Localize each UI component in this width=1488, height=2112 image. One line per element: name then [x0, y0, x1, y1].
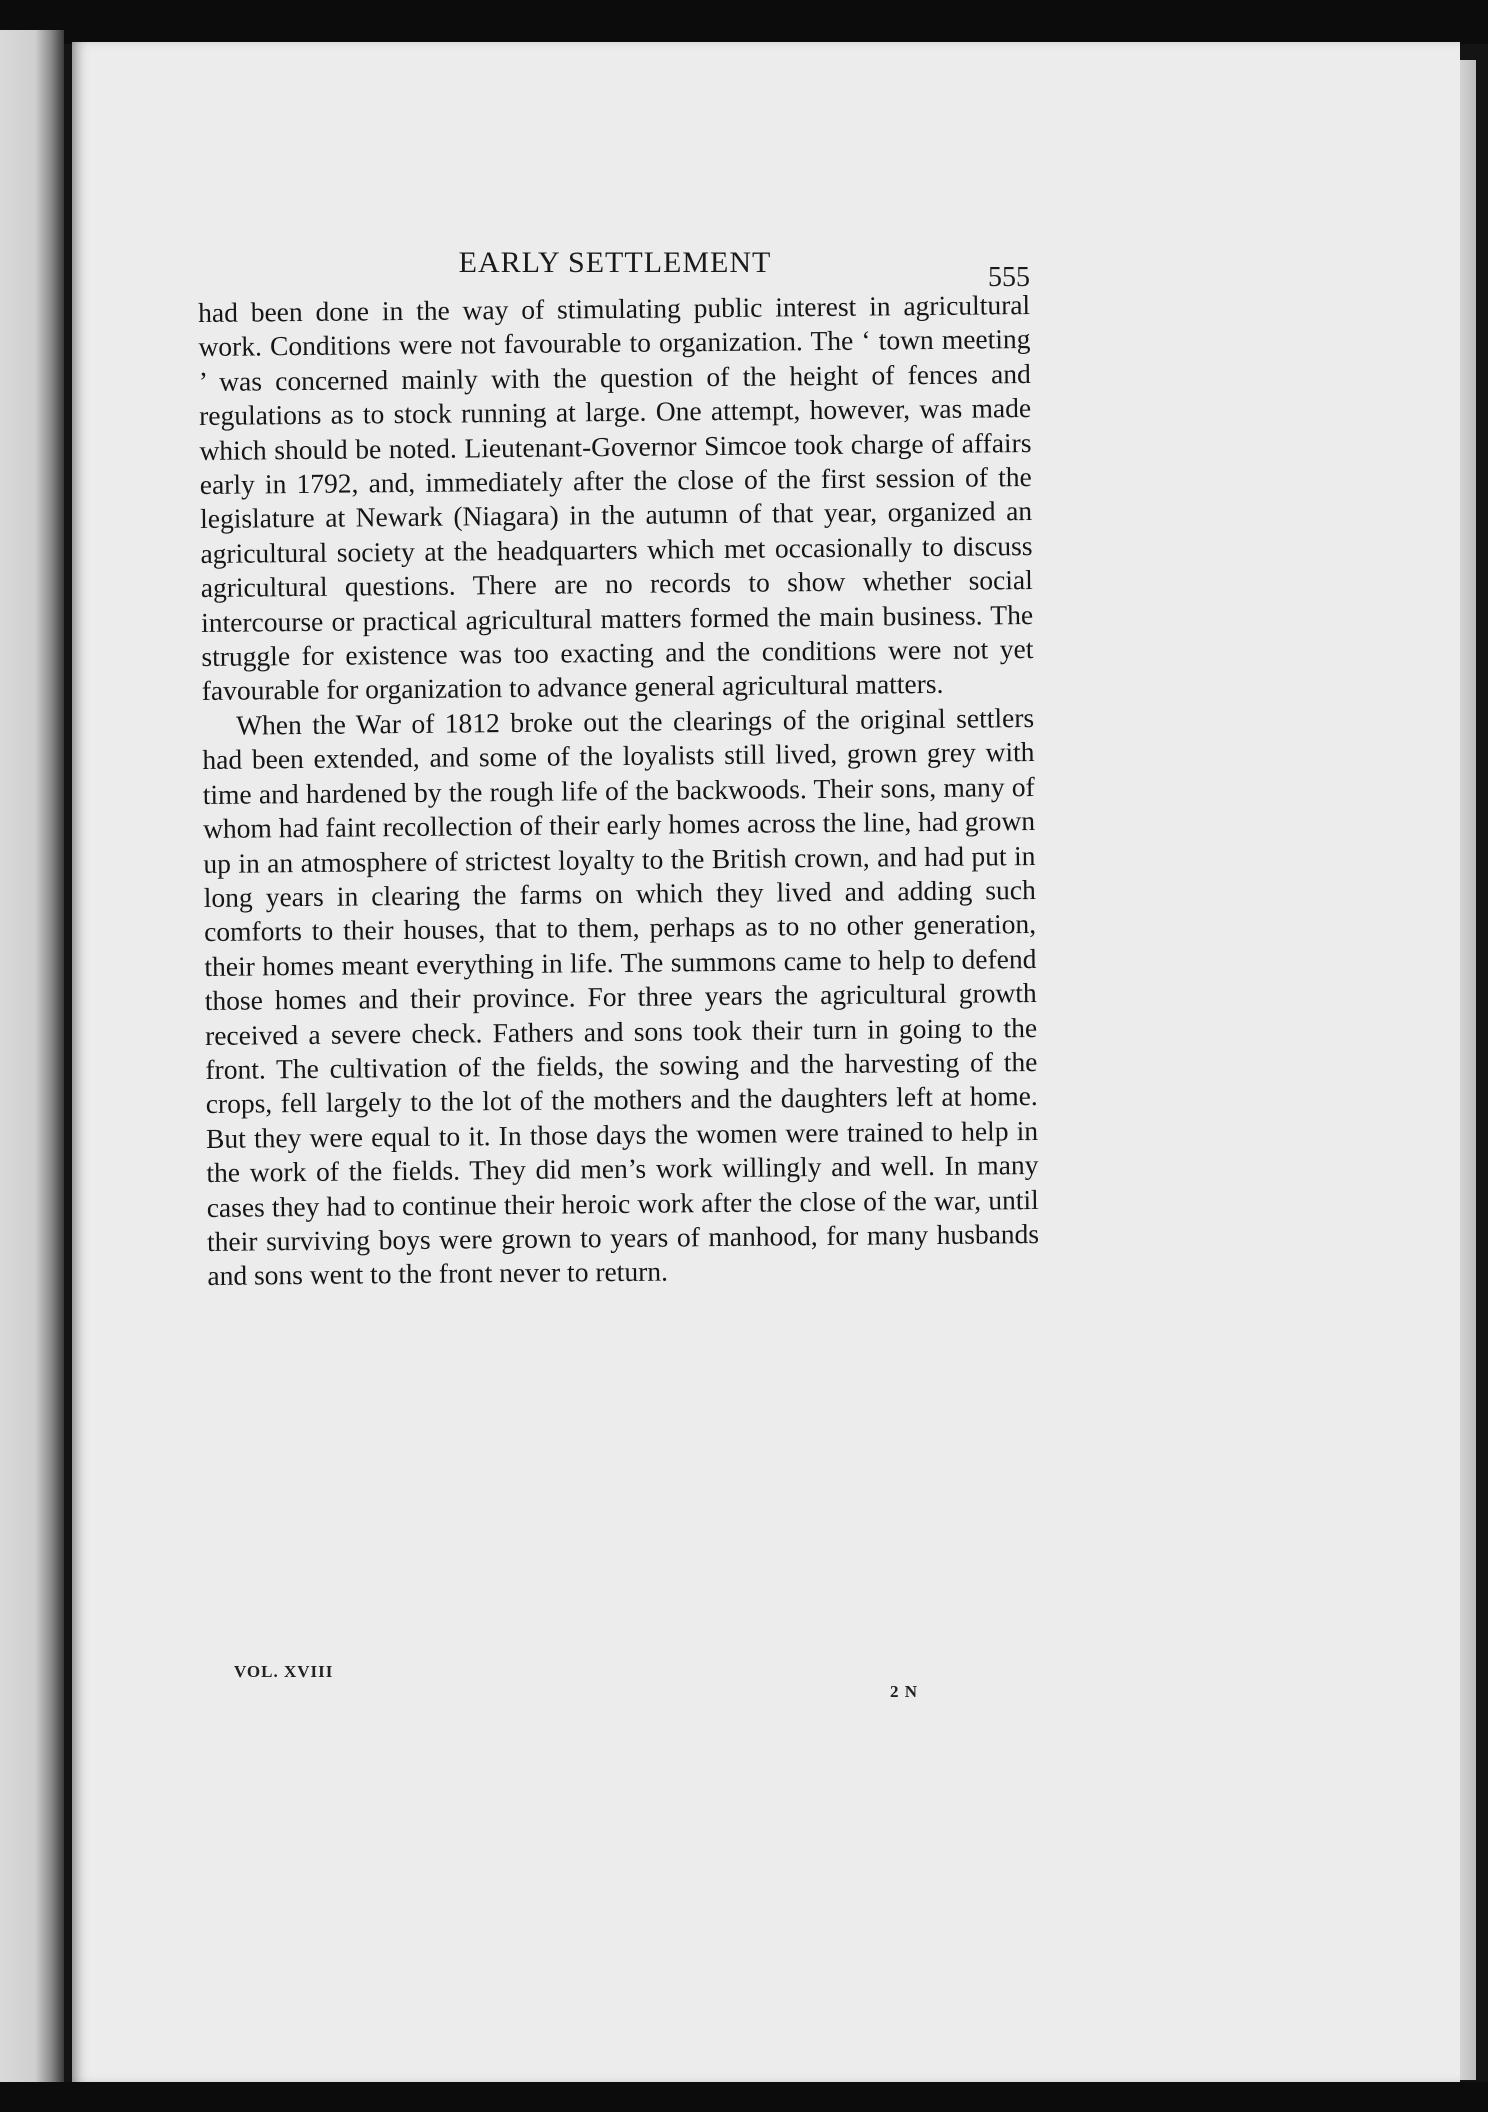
paragraph-2: When the War of 1812 broke out the clearings of the original settlers had been extended, and some of the loyalists still lived, grown grey with time and hardened by the rough life of the backwoods. Their sons, many of whom had faint recollection of their early homes across the line, had grown up in an atmosphere of strictest loyalty to the British crown, and had put in long years in clearing the farms on which they lived and adding such comforts to their houses, that to them, perhaps as to no other generation, their homes meant everything in life. The summons came to help to defend those homes and their province. For three years the agricultural growth received a severe check. Fathers and sons took their turn in going to the front. The cultivation of the fields, the sowing and the harvesting of the crops, fell largely to the lot of the mothers and the daughters left at home. But they were equal to it. In those days the women were trained to help in the work of the fields. They did men’s work willingly and well. In many cases they had to continue their heroic work after the close of the war, until their surviving boys were grown to years of manhood, for many husbands and sons went to the front never to return. — [202, 701, 1040, 1292]
footer-volume: VOL. XVIII — [234, 1662, 334, 1681]
running-head: EARLY SETTLEMENT — [458, 246, 772, 279]
paragraph-1: had been done in the way of stimulating public interest in agricultural work. Conditions were not favourable to organization. The ‘ town meeting ’ was concerned mainly with the question of the height of fences and regulations as to stock running at large. One attempt, however, was made which should be noted. Lieutenant-Governor Simcoe took charge of affairs early in 1792, and, immediately after the close of the first session of the legislature at Newark (Niagara) in the autumn of that year, organized an agricultural society at the headquarters which met occasionally to discuss agricultural questions. There are no records to show whether social intercourse or practical agricultural matters formed the main business. The struggle for existence was too exacting and the conditions were not yet favourable for organization to advance general agricultural matters. — [198, 289, 1034, 707]
scan-left-margin — [0, 30, 64, 2112]
body-text — [198, 288, 1040, 1294]
scan-bottom-border — [0, 2082, 1488, 2112]
page-header — [200, 242, 1030, 293]
page-number: 555 — [988, 262, 1030, 293]
scan-top-border — [0, 0, 1488, 44]
footer-signature-mark: 2 N — [890, 1682, 919, 1701]
